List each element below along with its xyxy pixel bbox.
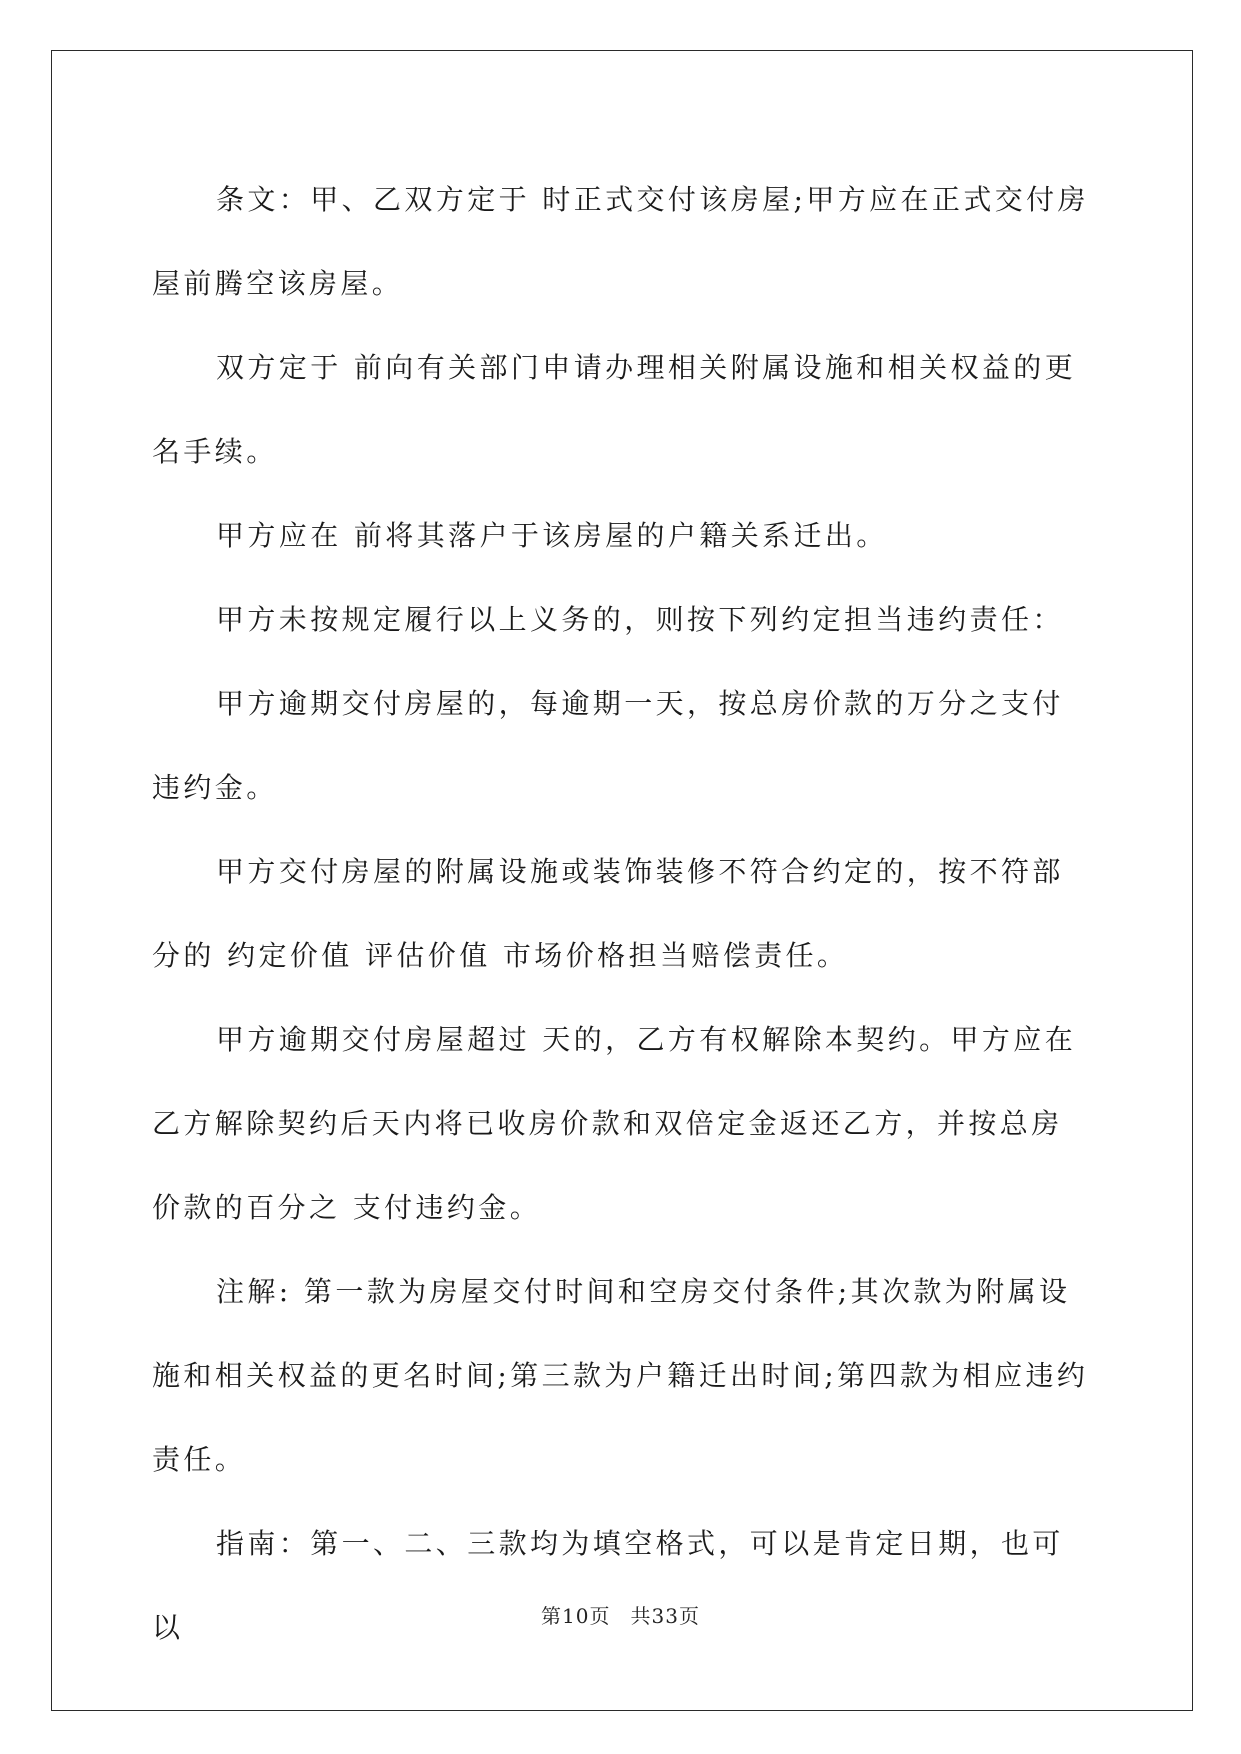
- paragraph: 甲方应在 前将其落户于该房屋的户籍关系迁出。: [216, 519, 888, 552]
- paragraph: 注解: 第一款为房屋交付时间和空房交付条件;其次款为附属设施和相关权益的更名时间;第三款为户籍迁出时间;第四款为相应违约责任。: [152, 1275, 1089, 1476]
- paragraph: 甲方逾期交付房屋的，每逾期一天，按总房价款的万分之支付违约金。: [152, 687, 1064, 804]
- paragraph: 甲方逾期交付房屋超过 天的，乙方有权解除本契约。甲方应在乙方解除契约后天内将已收房价款和双倍定金返还乙方，并按总房价款的百分之 支付违约金。: [152, 1023, 1077, 1224]
- page-total: 共33页: [630, 1604, 700, 1628]
- paragraph: 双方定于 前向有关部门申请办理相关附属设施和相关权益的更名手续。: [152, 351, 1077, 468]
- page-number: 第10页: [541, 1604, 611, 1628]
- document-body: [152, 158, 1092, 1670]
- paragraph: 条文：甲、乙双方定于 时正式交付该房屋;甲方应在正式交付房屋前腾空该房屋。: [152, 183, 1089, 300]
- paragraph: 指南：第一、二、三款均为填空格式，可以是肯定日期，也可以: [152, 1527, 1064, 1644]
- page-footer: [0, 1600, 1241, 1629]
- paragraph: 甲方交付房屋的附属设施或装饰装修不符合约定的，按不符部分的 约定价值 评估价值 市场价格担当赔偿责任。: [152, 855, 1064, 972]
- paragraph: 甲方未按规定履行以上义务的，则按下列约定担当违约责任：: [216, 603, 1064, 636]
